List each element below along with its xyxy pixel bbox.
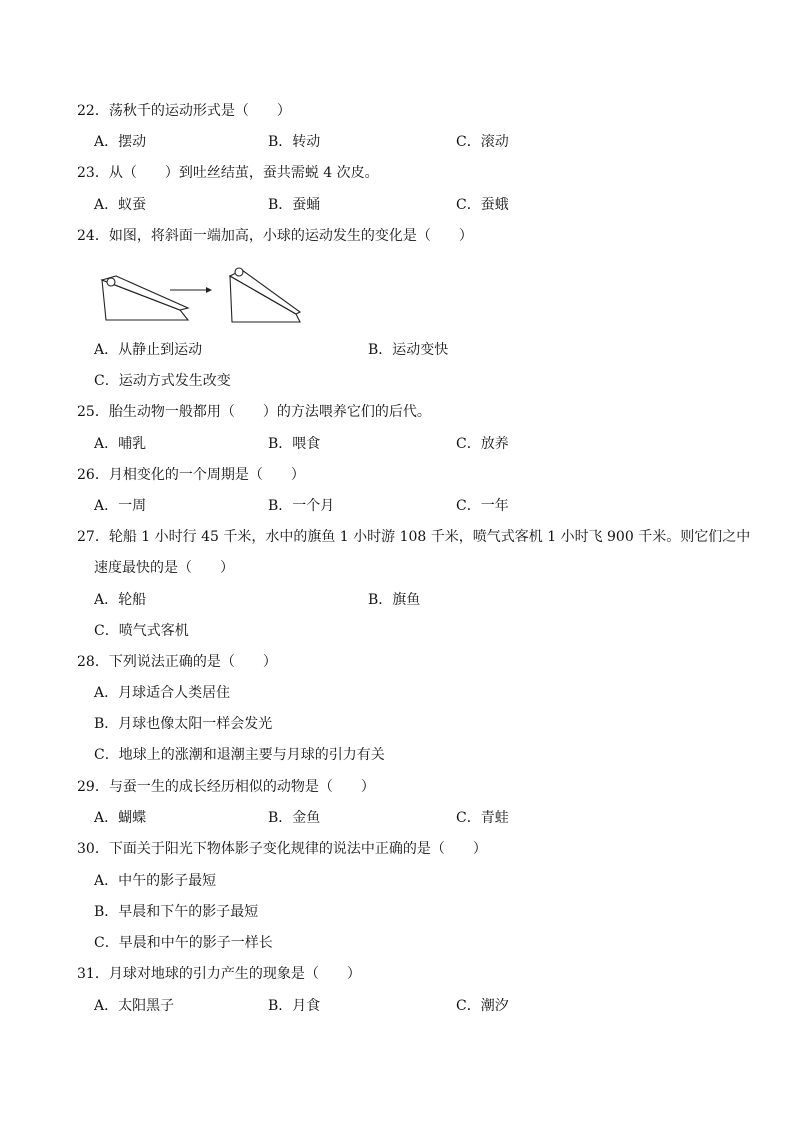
question-27-option-c: C．喷气式客机 [94,623,189,639]
question-28-stem: 28．下列说法正确的是（ ） [77,654,277,670]
question-23-option-a: A．蚁蚕 [94,197,147,213]
question-29-option-b: B．金鱼 [268,810,321,826]
question-28-option-b: B．月球也像太阳一样会发光 [94,716,273,732]
question-24-option-c: C．运动方式发生改变 [94,373,231,389]
question-22-option-a: A．摆动 [94,134,147,150]
question-27-stem: 27．轮船 1 小时行 45 千米，水中的旗鱼 1 小时游 108 千米，喷气式客机 1 小时飞 900 千米。则它们之中 [77,529,751,545]
question-22-stem: 22．荡秋千的运动形式是（ ） [77,103,291,119]
arrow-right-icon [170,287,212,293]
question-22-option-b: B．转动 [268,134,321,150]
question-28-option-c: C．地球上的涨潮和退潮主要与月球的引力有关 [94,747,385,763]
question-29-stem: 29．与蚕一生的成长经历相似的动物是（ ） [77,779,375,795]
question-27-stem-continued: 速度最快的是（ ） [94,560,234,576]
question-31-option-b: B．月食 [268,998,321,1014]
question-26-option-a: A．一周 [94,498,147,514]
question-30-option-a: A．中午的影子最短 [94,873,217,889]
question-24-option-a: A．从静止到运动 [94,342,203,358]
question-30-option-c: C．早晨和中午的影子一样长 [94,935,273,951]
question-24-option-b: B．运动变快 [368,342,449,358]
question-30-option-b: B．早晨和下午的影子最短 [94,904,259,920]
high-incline-ramp [230,268,300,322]
question-28-option-a: A．月球适合人类居住 [94,685,231,701]
question-24-stem: 24．如图，将斜面一端加高，小球的运动发生的变化是（ ） [77,228,473,244]
low-incline-ramp [102,276,188,320]
question-23-stem: 23．从（ ）到吐丝结茧，蚕共需蜕 4 次皮。 [77,165,379,181]
question-31-stem: 31．月球对地球的引力产生的现象是（ ） [77,966,361,982]
question-22-option-c: C．滚动 [456,134,509,150]
question-31-option-a: A．太阳黑子 [94,998,175,1014]
question-25-option-c: C．放养 [456,436,509,452]
question-26-stem: 26．月相变化的一个周期是（ ） [77,467,305,483]
question-30-stem: 30．下面关于阳光下物体影子变化规律的说法中正确的是（ ） [77,841,487,857]
question-26-option-b: B．一个月 [268,498,335,514]
question-27-option-b: B．旗鱼 [368,592,421,608]
question-26-option-c: C．一年 [456,498,509,514]
ball-icon [235,268,243,276]
ball-icon [107,278,115,286]
question-29-option-a: A．蝴蝶 [94,810,147,826]
incline-ball-figure [96,262,306,326]
question-29-option-c: C．青蛙 [456,810,509,826]
question-27-option-a: A．轮船 [94,592,147,608]
question-25-option-b: B．喂食 [268,436,321,452]
question-23-option-b: B．蚕蛹 [268,197,321,213]
question-31-option-c: C．潮汐 [456,998,509,1014]
question-25-option-a: A．哺乳 [94,436,147,452]
question-25-stem: 25．胎生动物一般都用（ ）的方法喂养它们的后代。 [77,404,431,420]
question-23-option-c: C．蚕蛾 [456,197,509,213]
